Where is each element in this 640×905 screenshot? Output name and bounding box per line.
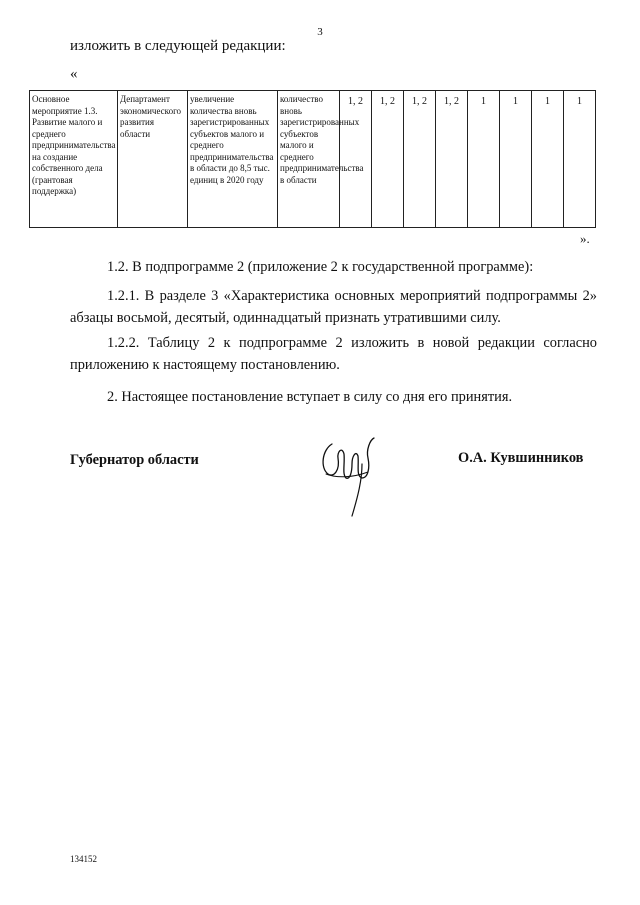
signatory-title: Губернатор области <box>70 452 199 468</box>
cell-value: 1 <box>500 91 532 228</box>
page-number: 3 <box>317 26 323 38</box>
cell-value: 1 <box>468 91 500 228</box>
cell-activity: Основное мероприятие 1.3. Развитие малого и среднего предпринимательства на создание собственного дела (грантовая поддержка) <box>30 91 118 228</box>
program-table <box>29 90 596 228</box>
cell-value: 1, 2 <box>436 91 468 228</box>
open-quote: « <box>70 66 78 82</box>
close-quote: ». <box>580 231 590 246</box>
paragraph-1-2-1: 1.2.1. В разделе 3 «Характеристика основных мероприятий подпрограммы 2» абзацы восьмой, десятый, одиннадцатый признать утратившими силу. <box>70 288 597 326</box>
table-row <box>30 91 596 228</box>
intro-text: изложить в следующей редакции: <box>70 38 286 54</box>
cell-value: 1, 2 <box>372 91 404 228</box>
cell-value: 1 <box>532 91 564 228</box>
paragraph-1-2-2: 1.2.2. Таблицу 2 к подпрограмме 2 изложить в новой редакции согласно приложению к настоящему постановлению. <box>70 335 597 373</box>
cell-value: 1, 2 <box>404 91 436 228</box>
cell-value: 1, 2 <box>340 91 372 228</box>
signatory-name: О.А. Кувшинников <box>458 450 584 466</box>
document-code: 134152 <box>70 854 97 864</box>
handwritten-signature <box>318 434 378 520</box>
paragraph-2: 2. Настоящее постановление вступает в силу со дня его принятия. <box>107 389 513 405</box>
paragraph-1-2: 1.2. В подпрограмме 2 (приложение 2 к государственной программе): <box>107 259 534 275</box>
cell-value: 1 <box>564 91 596 228</box>
cell-executor: Департамент экономического развития области <box>118 91 188 228</box>
cell-result: увеличение количества вновь зарегистрированных субъектов малого и среднего предпринимательства в области до 8,5 тыс. единиц в 2020 году <box>188 91 278 228</box>
cell-indicator: количество вновь зарегистрированных субъектов малого и среднего предпринимательства в области <box>278 91 340 228</box>
